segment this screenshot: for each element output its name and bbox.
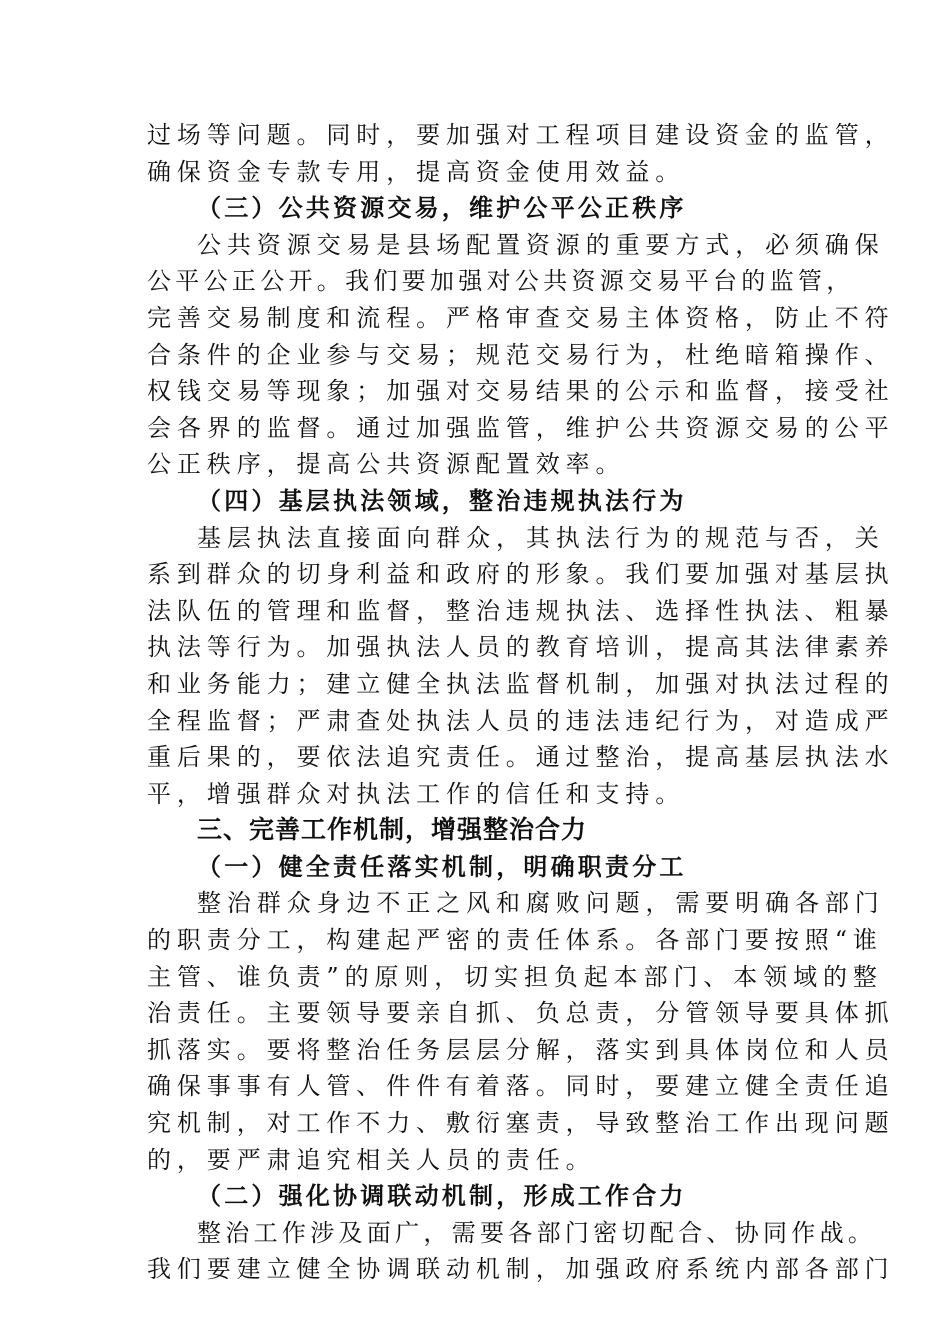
paragraph-line: 的职责分工，构建起严密的责任体系。各部门要按照“谁 [147, 926, 883, 955]
subheading-3: （三）公共资源交易，维护公平公正秩序 [197, 193, 687, 223]
subheading-1: （一）健全责任落实机制，明确职责分工 [197, 851, 687, 881]
paragraph-line: 公正秩序，提高公共资源配置效率。 [147, 450, 626, 479]
paragraph-line: 会各界的监督。通过加强监管，维护公共资源交易的公平 [147, 413, 895, 442]
paragraph-line: 公平公正公开。我们要加强对公共资源交易平台的监管， [147, 267, 855, 296]
paragraph-line: 合条件的企业参与交易；规范交易行为，杜绝暗箱操作、 [147, 340, 895, 369]
paragraph-line: 整治群众身边不正之风和腐败问题，需要明确各部门 [197, 889, 885, 918]
section-heading: 三、完善工作机制，增强整治合力 [197, 815, 588, 845]
paragraph-line: 平，增强群众对执法工作的信任和支持。 [147, 779, 686, 808]
paragraph-line: 过场等问题。同时，要加强对工程项目建设资金的监管， [147, 121, 895, 149]
paragraph-line: 系到群众的切身利益和政府的形象。我们要加强对基层执 [147, 560, 895, 589]
paragraph-line: 基层执法直接面向群众，其执法行为的规范与否，关 [197, 523, 885, 552]
paragraph-line: 究机制，对工作不力、敷衍塞责，导致整治工作出现问题 [147, 1109, 895, 1138]
paragraph-line: 公共资源交易是县场配置资源的重要方式，必须确保 [197, 230, 885, 259]
paragraph-line: 完善交易制度和流程。严格审查交易主体资格，防止不符 [147, 303, 895, 332]
subheading-2: （二）强化协调联动机制，形成工作合力 [197, 1181, 687, 1211]
paragraph-line: 确保资金专款专用，提高资金使用效益。 [147, 157, 686, 186]
paragraph-line: 执法等行为。加强执法人员的教育培训，提高其法律素养 [147, 633, 895, 662]
subheading-4: （四）基层执法领域，整治违规执法行为 [197, 485, 687, 515]
paragraph-line: 重后果的，要依法追究责任。通过整治，提高基层执法水 [147, 743, 895, 772]
paragraph-line: 的，要严肃追究相关人员的责任。 [147, 1145, 596, 1174]
paragraph-line: 主管、谁负责”的原则，切实担负起本部门、本领域的整 [147, 962, 883, 991]
paragraph-line: 我们要建立健全协调联动机制，加强政府系统内部各部门 [147, 1255, 895, 1284]
document-body [147, 117, 895, 1288]
paragraph-line: 抓落实。要将整治任务层层分解，落实到具体岗位和人员 [147, 1035, 895, 1064]
paragraph-line: 和业务能力；建立健全执法监督机制，加强对执法过程的 [147, 669, 895, 698]
paragraph-line: 权钱交易等现象；加强对交易结果的公示和监督，接受社 [147, 377, 895, 406]
paragraph-line: 法队伍的管理和监督，整治违规执法、选择性执法、粗暴 [147, 596, 895, 625]
paragraph-line: 整治工作涉及面广，需要各部门密切配合、协同作战。 [197, 1218, 877, 1247]
paragraph-line: 确保事事有人管、件件有着落。同时，要建立健全责任追 [147, 1072, 895, 1101]
paragraph-line: 全程监督；严肃查处执法人员的违法违纪行为，对造成严 [147, 706, 895, 735]
paragraph-line: 治责任。主要领导要亲自抓、负总责，分管领导要具体抓 [147, 999, 895, 1028]
